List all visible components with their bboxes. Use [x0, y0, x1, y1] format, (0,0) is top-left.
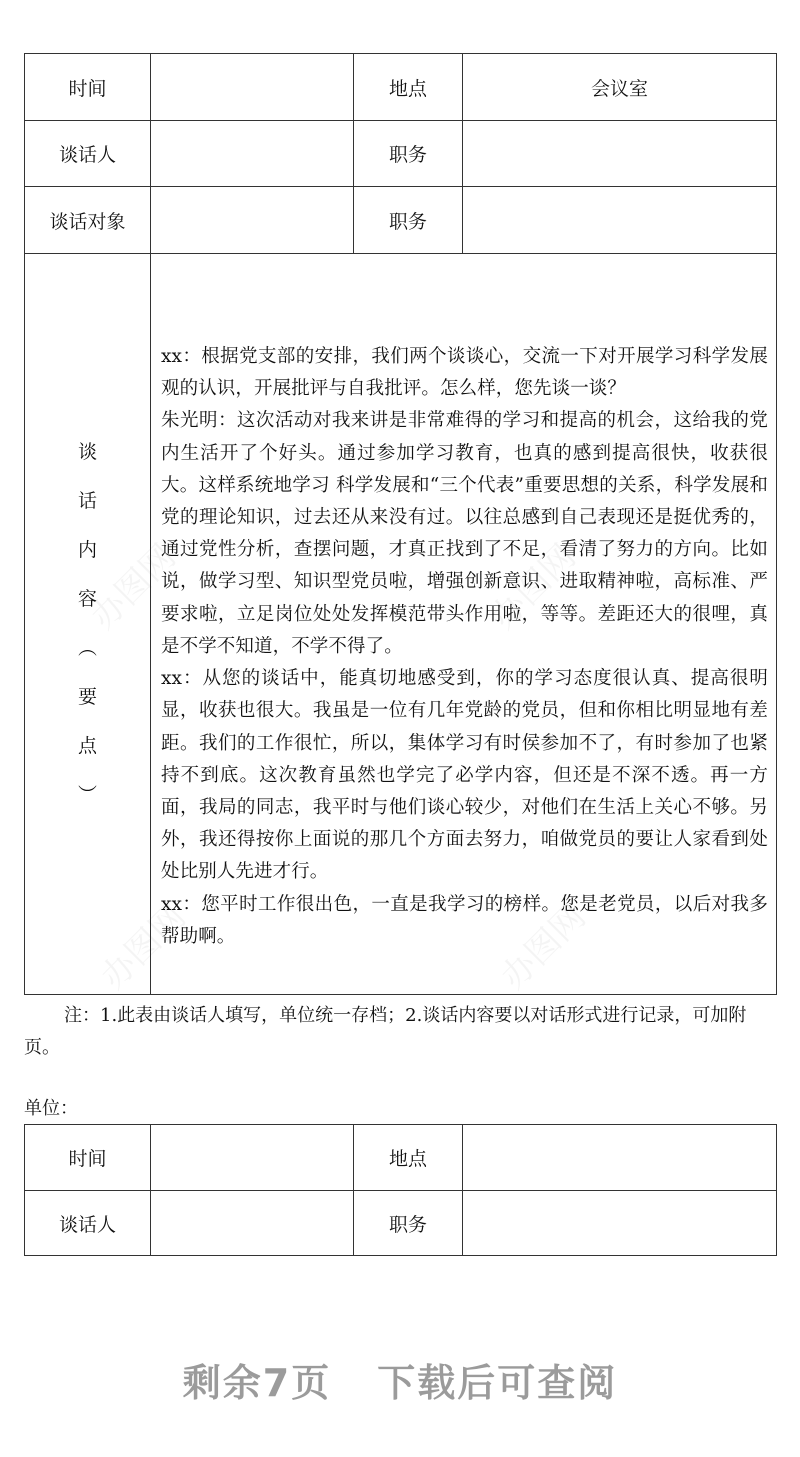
interviewee-field[interactable] — [151, 187, 354, 254]
speaker-label: 谈话人 — [25, 1191, 151, 1256]
table-row — [25, 254, 777, 995]
dialogue-paragraph: xx：根据党支部的安排，我们两个谈谈心，交流一下对开展学习科学发展观的认识，开展批评与自我批评。怎么样，您先谈一谈？ — [161, 346, 768, 400]
talk-record-table — [24, 53, 777, 995]
speaker-position-label: 职务 — [354, 1191, 463, 1256]
location-field[interactable] — [463, 1125, 777, 1191]
time-field[interactable] — [151, 1125, 354, 1191]
content-label-char: 谈 — [77, 441, 97, 463]
content-label-vertical — [25, 428, 150, 820]
second-record-table — [24, 1124, 777, 1256]
time-label: 时间 — [25, 1125, 151, 1191]
speaker-position-label: 职务 — [354, 121, 463, 187]
interviewee-position-label: 职务 — [354, 187, 463, 254]
unit-label: 单位： — [24, 1098, 78, 1119]
table-row — [25, 121, 777, 187]
dialogue-paragraph: xx：您平时工作很出色，一直是我学习的榜样。您是老党员，以后对我多帮助啊。 — [161, 893, 768, 947]
speaker-position-field[interactable] — [463, 121, 777, 187]
dialogue-paragraph: 朱光明：这次活动对我来讲是非常难得的学习和提高的机会，这给我的党内生活开了个好头。通过参加学习教育，也真的感到提高很快，收获很大。这样系统地学习 科学发展和“三个代表”重要思想的关系，科学发展和党的理论知识，过去还从来没有过。以往总感到自己表现还是挺优秀的，通过党性分析，查摆问题，才真正找到了不足，看清了努力的方向。比如说，做学习型、知识型党员啦，增强创新意识、进取精神啦，高标准、严要求啦，立足岗位处处发挥模范带头作用啦，等等。差距还大的很哩，真是不学不知道，不学不得了。 — [161, 410, 768, 657]
dialogue-paragraph: xx：从您的谈话中，能真切地感受到，你的学习态度很认真、提高很明显，收获也很大。我虽是一位有几年党龄的党员，但和你相比明显地有差距。我们的工作很忙，所以，集体学习有时侯参加不了，有时参加了也紧持不到底。这次教育虽然也学完了必学内容，但还是不深不透。再一方面，我局的同志，我平时与他们谈心较少，对他们在生活上关心不够。另外，我还得按你上面说的那几个方面去努力，咱做党员的要让人家看到处处比别人先进才行。 — [161, 668, 768, 883]
speaker-field[interactable] — [151, 1191, 354, 1256]
content-label-char: 容 — [77, 588, 97, 610]
table-row — [25, 1191, 777, 1256]
table-row — [25, 187, 777, 254]
interviewee-label: 谈话对象 — [25, 187, 151, 254]
content-label-char: 话 — [77, 490, 97, 512]
content-label — [25, 254, 151, 995]
remaining-pages-text: 剩余7页 — [182, 1361, 332, 1405]
content-label-char: 要 — [77, 686, 97, 708]
time-label: 时间 — [25, 54, 151, 121]
speaker-position-field[interactable] — [463, 1191, 777, 1256]
location-label: 地点 — [354, 1125, 463, 1191]
footnote — [24, 1000, 776, 1064]
footnote-text: 注：1.此表由谈话人填写，单位统一存档；2.谈话内容要以对话形式进行记录，可加附页。 — [24, 1005, 747, 1058]
content-label-char: ︶ — [77, 784, 97, 806]
content-label-char: ︵ — [77, 637, 97, 659]
dialogue-text — [151, 295, 776, 953]
time-field[interactable] — [151, 54, 354, 121]
content-label-char: 内 — [77, 539, 97, 561]
content-label-char: 点 — [77, 735, 97, 757]
table-row — [25, 1125, 777, 1191]
location-label: 地点 — [354, 54, 463, 121]
download-to-view-text: 下载后可查阅 — [377, 1361, 618, 1405]
speaker-label: 谈话人 — [25, 121, 151, 187]
remaining-pages-banner[interactable] — [0, 1352, 800, 1407]
speaker-field[interactable] — [151, 121, 354, 187]
table-row — [25, 54, 777, 121]
content-field[interactable] — [151, 254, 777, 995]
interviewee-position-field[interactable] — [463, 187, 777, 254]
location-field[interactable]: 会议室 — [463, 54, 777, 121]
